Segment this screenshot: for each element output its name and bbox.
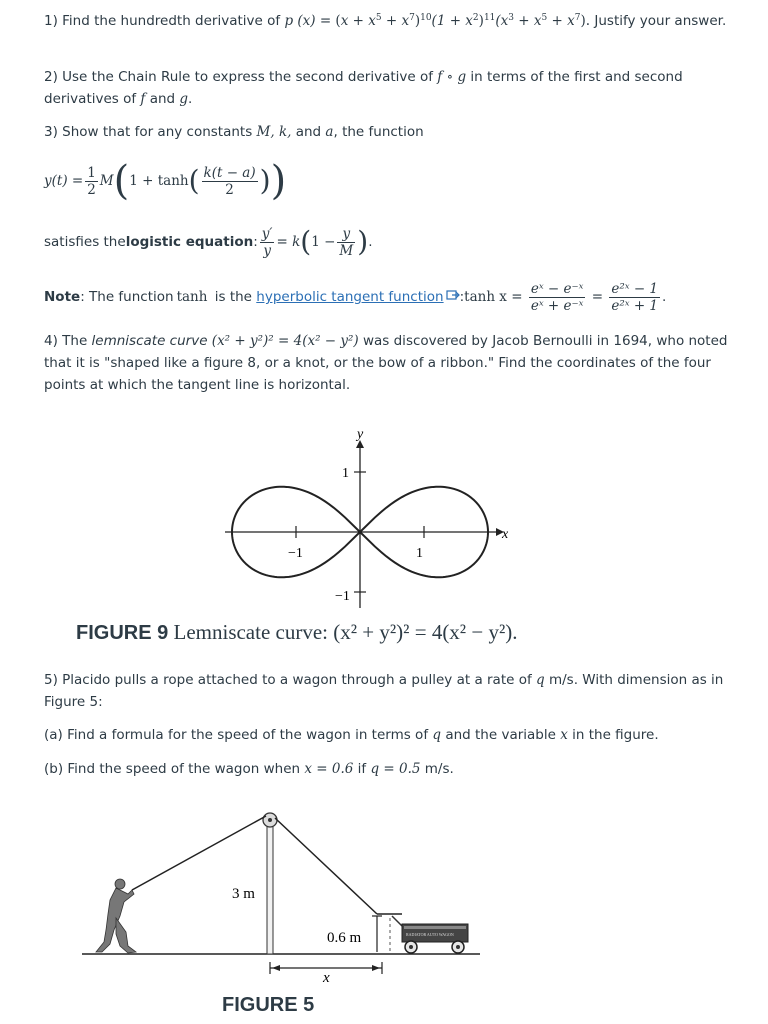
q5b-text2: if (353, 761, 371, 777)
q3-yp-frac (260, 226, 275, 259)
q3-y-lhs: y(t) = (44, 173, 84, 189)
wagon-lettering: RADIATOR AUTO WAGON (406, 932, 454, 937)
q3-logistic-label: logistic equation (125, 234, 254, 250)
q3-logistic-line (44, 222, 734, 262)
q1-close2: ) (478, 13, 484, 29)
q3-yp: y′ (261, 225, 273, 242)
question-2 (44, 66, 734, 110)
q3-a: a (325, 124, 334, 140)
q3-half-den: 2 (87, 181, 96, 198)
q2-g: g (179, 91, 189, 107)
q3-yM-den: M (339, 242, 354, 259)
q3-half-num: 1 (87, 164, 96, 181)
pole-height-label: 3 m (232, 886, 255, 902)
q5b-x-value: x = 0.6 (304, 761, 354, 777)
note-eq: = (587, 289, 608, 305)
note-frac2 (609, 281, 660, 314)
q3-rparen-inner: ) (259, 164, 271, 197)
q1-expr3: (x (495, 13, 509, 29)
q3-colon: : (253, 234, 258, 250)
rope-to-wagon (275, 818, 377, 914)
q3-inner-frac (202, 165, 258, 198)
x-dimension-label: x (323, 970, 330, 986)
pulley-pole (267, 822, 273, 954)
tick-label-x-neg1: −1 (288, 546, 303, 561)
note-tanh: tanh (176, 289, 208, 305)
q2-text1: 2) Use the Chain Rule to express the second derivative of (44, 69, 438, 85)
question-3 (44, 121, 734, 143)
note-label: Note (44, 289, 81, 305)
q2-and: and (145, 91, 180, 107)
q1-exp10: 10 (420, 13, 432, 23)
note-frac1-den: eˣ + e⁻ˣ (530, 297, 584, 314)
q3-function-formula (44, 156, 734, 206)
question-5 (44, 669, 734, 713)
q5b-q-value: q = 0.5 (370, 761, 421, 777)
q1-exp2: 2 (472, 13, 479, 23)
pulley-wagon-figure (80, 806, 490, 986)
q2-fog: f ∘ g (437, 69, 467, 85)
q1-exp3: 3 (508, 13, 515, 23)
q1-prefix: 1) Find the hundredth derivative of (44, 13, 285, 29)
q1-close: ) (414, 13, 421, 29)
q3-satisfies: satisfies the (44, 234, 126, 250)
q2-f: f (140, 91, 146, 107)
q3-yM-frac (337, 226, 355, 259)
q3-lparen-log: ( (300, 225, 312, 258)
question-5b (44, 758, 734, 780)
q1-plus3b: + x (547, 13, 575, 29)
q3-one-plus-tanh: 1 + tanh (129, 173, 189, 189)
q3-inner-num: k(t − a) (203, 164, 256, 181)
person-pulling-icon (96, 879, 136, 953)
note-text2: is the (210, 289, 257, 305)
q1-expr1: x + x (340, 13, 376, 29)
q5b-text3: m/s. (420, 761, 454, 777)
tick-label-x-1: 1 (416, 546, 423, 561)
q3-lparen-outer: ( (113, 158, 130, 204)
q3-rparen-outer: ) (270, 158, 287, 204)
note-frac1-num: eˣ − e⁻ˣ (530, 280, 584, 297)
q5-text1: 5) Placido pulls a rope attached to a wagon through a pulley at a rate of (44, 672, 537, 688)
q3-text2: , the function (333, 124, 424, 140)
rope-to-person (132, 816, 266, 890)
q1-exp5b: 5 (541, 13, 548, 23)
x-axis-label: x (502, 527, 509, 542)
note (44, 274, 734, 320)
q3-half-frac (85, 165, 98, 198)
note-frac2-num: e²ˣ − 1 (611, 280, 659, 297)
figure-9-text: Lemniscate curve: (x² + y²)² = 4(x² − y²). (168, 620, 518, 644)
q1-plus3: + x (514, 13, 542, 29)
x-dim-arrow-left (272, 965, 280, 971)
pulley-axle (268, 818, 272, 822)
figure-5-caption: FIGURE 5 (222, 994, 315, 1016)
question-4 (44, 330, 734, 396)
question-5a (44, 724, 734, 746)
tick-label-y-neg1: −1 (335, 589, 350, 604)
q4-text1: 4) The (44, 333, 92, 349)
q5b-text1: (b) Find the speed of the wagon when (44, 761, 305, 777)
tick-label-y-1: 1 (342, 466, 349, 481)
q3-eq-k: = k (276, 234, 301, 250)
note-text1: : The function (80, 289, 174, 305)
x-dim-arrow-right (372, 965, 380, 971)
q5-q: q (536, 672, 545, 688)
external-link-icon[interactable] (446, 286, 460, 308)
q1-p-of-x: p (x) (284, 13, 316, 29)
q1-exp7b: 7 (574, 13, 581, 23)
lemniscate-figure (220, 420, 520, 620)
q3-text1: 3) Show that for any constants (44, 124, 257, 140)
q5a-text3: in the figure. (567, 727, 659, 743)
q3-and: and (291, 124, 326, 140)
q3-y: y (263, 242, 271, 259)
q3-yM-num: y (337, 226, 355, 243)
q1-expr2: (1 + x (431, 13, 473, 29)
note-frac2-den: e²ˣ + 1 (611, 297, 659, 314)
q3-lparen-inner: ( (188, 164, 200, 197)
q1-plus: + x (381, 13, 410, 29)
q1-exp11: 11 (483, 13, 496, 23)
q1-eq: = ( (315, 13, 341, 29)
q5a-x: x (560, 727, 568, 743)
q5a-q: q (432, 727, 442, 743)
figure-9-label: FIGURE 9 (76, 622, 169, 644)
q1-suffix: Justify your answer. (590, 13, 727, 29)
q4-text2: was discovered by Jacob Bernoulli in 1694, who noted that it is "shaped like a figure 8, or a knot, or the bow of a ribbon." Find the coordinates of the four points at which the tangent line is horizontal. (44, 333, 728, 393)
q1-exp7: 7 (409, 13, 415, 23)
q2-end: . (188, 91, 193, 107)
question-1 (44, 10, 734, 32)
figure-9-caption (76, 620, 518, 645)
q3-one-minus: 1 − (311, 234, 336, 250)
q4-equation: (x² + y²)² = 4(x² − y²) (207, 333, 359, 349)
q3-consts: M, k, (256, 124, 292, 140)
note-tanhx: tanh x = (464, 289, 527, 305)
q3-M: M (99, 173, 114, 189)
q3-period: . (368, 234, 373, 250)
q4-curve-name: lemniscate curve (91, 333, 208, 349)
q5a-text2: and the variable (441, 727, 561, 743)
wagon-height-label: 0.6 m (327, 930, 362, 946)
y-axis-label: y (357, 427, 364, 442)
q5-text2: m/s. With dimension as in Figure 5: (44, 672, 724, 710)
note-frac1 (529, 281, 586, 314)
note-period: . (662, 289, 667, 305)
note-text3: : (459, 289, 465, 305)
q3-rparen-log: ) (357, 225, 369, 258)
q1-exp5: 5 (375, 13, 382, 23)
q3-inner-den: 2 (225, 181, 234, 198)
q2-text2: in terms of the first and second derivatives of (44, 69, 683, 107)
hyperbolic-tangent-link[interactable]: hyperbolic tangent function (256, 289, 444, 305)
q1-close3: ). (580, 13, 591, 29)
q5a-text1: (a) Find a formula for the speed of the wagon in terms of (44, 727, 433, 743)
